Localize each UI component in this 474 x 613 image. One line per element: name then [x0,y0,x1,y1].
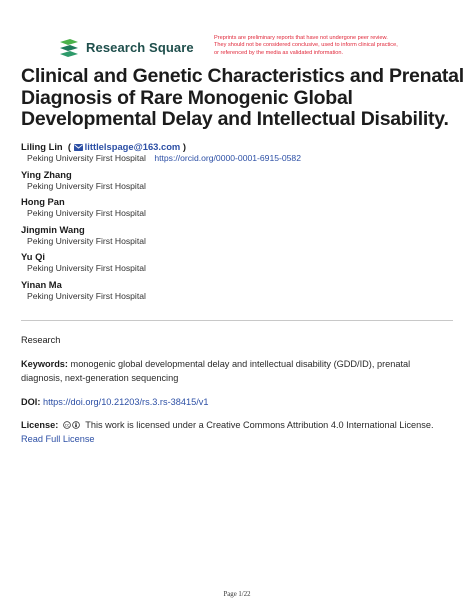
author-name: Yinan Ma [21,278,62,290]
doi-block [21,396,208,408]
author-email-link[interactable]: littlelspage@163.com [84,141,181,152]
author-entry [21,279,461,307]
author-affiliation: Peking University First Hospital [27,153,146,163]
author-list [21,141,461,306]
research-square-logo-icon [57,38,81,57]
author-affiliation: Peking University First Hospital [27,180,146,191]
logo-text: Research Square [86,40,194,55]
author-name: Ying Zhang [21,168,72,180]
research-square-logo[interactable] [57,38,194,57]
doi-label: DOI: [21,397,41,407]
read-full-license-link[interactable]: Read Full License [21,433,95,444]
paper-title: Clinical and Genetic Characteristics and Prenatal Diagnosis of Rare Monogenic Global Developmental Delay and Intellectual Disability. [21,65,464,130]
author-entry [21,196,461,224]
author-entry: Liling Lin ( littlelspage@163.com ) Peking University First Hospital https://orcid.org/0000-0001-6915-0582 [21,141,301,163]
author-entry [21,251,461,279]
author-affiliation: Peking University First Hospital [27,208,146,218]
page-number: Page 1/22 [223,591,251,598]
doi-link[interactable]: https://doi.org/10.21203/rs.3.rs-38415/v1 [42,397,209,407]
svg-text:cc: cc [64,422,70,428]
author-affiliation: Peking University First Hospital [27,290,146,301]
page-header [0,0,474,62]
license-text: This work is licensed under a Creative Commons Attribution 4.0 International License. [85,420,434,430]
author-affiliation: Peking University First Hospital [27,263,146,273]
author-name: Hong Pan [21,196,65,207]
section-divider [21,320,453,321]
mail-icon [74,144,83,151]
keywords-label: Keywords: [21,359,68,369]
author-affiliation: Peking University First Hospital [27,235,146,246]
author-entry [21,224,461,252]
cc-by-icon [63,421,81,429]
license-block [21,419,461,446]
author-name: Yu Qi [21,251,45,262]
keywords-block [21,358,441,385]
preprint-disclaimer: Preprints are preliminary reports that have not undergone peer review. They should not be considered conclusive, used to inform clinical practice, or referenced by the media as validated information. [214,35,398,56]
author-entry [21,169,461,197]
license-label: License: [21,420,59,430]
orcid-link[interactable]: https://orcid.org/0000-0001-6915-0582 [154,153,301,163]
author-name: Liling Lin [21,141,63,152]
article-type-label: Research [21,335,61,345]
author-name: Jingmin Wang [21,223,85,235]
keywords-text: monogenic global developmental delay and intellectual disability (GDD/ID), prenatal diagnosis, next-generation sequencing [21,359,411,383]
